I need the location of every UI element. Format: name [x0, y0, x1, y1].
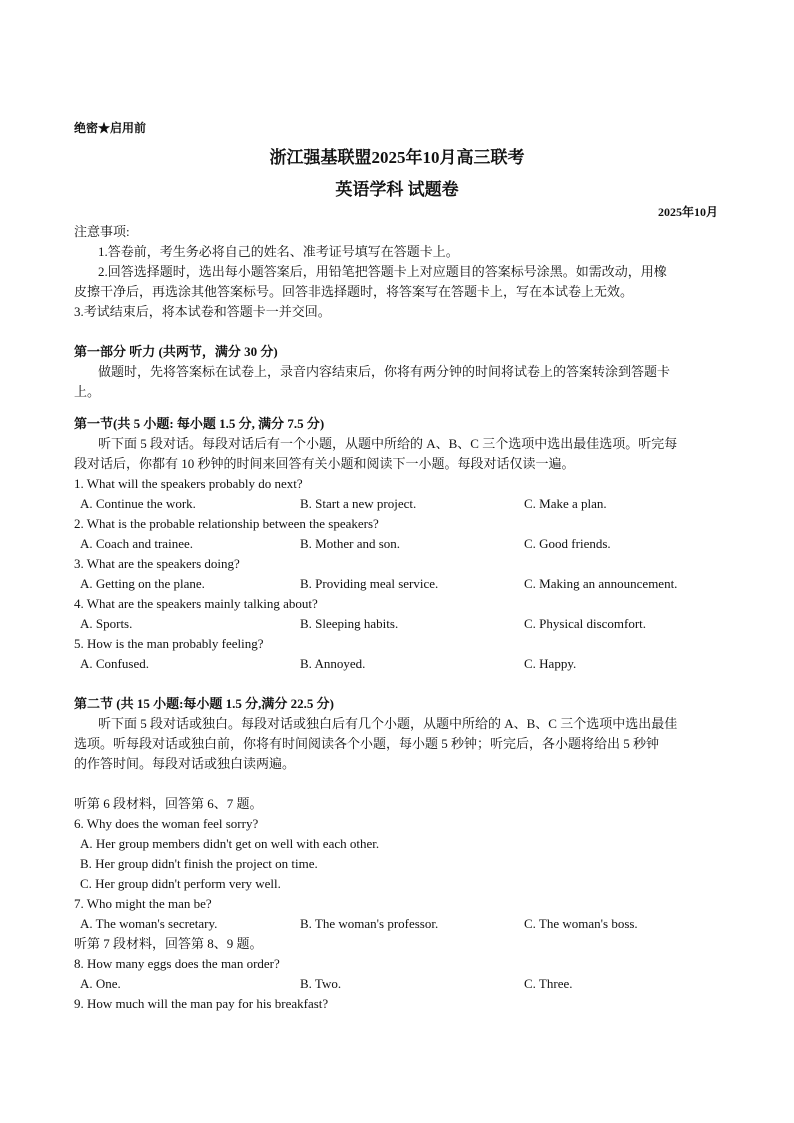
question-text: 3. What are the speakers doing?: [74, 556, 240, 571]
option-c: C. Her group didn't perform very well.: [80, 876, 281, 891]
option-c: C. Making an announcement.: [524, 576, 678, 591]
section1-instruction: 段对话后，你都有 10 秒钟的时间来回答有关小题和阅读下一小题。每段对话仅读一遍。: [74, 456, 575, 471]
option-b: B. The woman's professor.: [300, 916, 439, 931]
option-b: B. Two.: [300, 976, 342, 991]
section2-instruction: 选项。听每段对话或独白前，你将有时间阅读各个小题，每小题 5 秒钟；听完后，各小题将给出 5 秒钟: [74, 736, 660, 751]
exam-subtitle: 英语学科 试题卷: [335, 180, 459, 199]
part1-instruction: 上。: [74, 384, 101, 399]
exam-title: 浙江强基联盟2025年10月高三联考: [269, 148, 525, 167]
section1-instruction: 听下面 5 段对话。每段对话后有一个小题，从题中所给的 A、B、C 三个选项中选出最佳选项。听完每: [98, 436, 678, 451]
question-text: 9. How much will the man pay for his breakfast?: [74, 996, 329, 1011]
question-text: 5. How is the man probably feeling?: [74, 636, 264, 651]
option-c: C. Good friends.: [524, 536, 611, 551]
note-item: 1.答卷前，考生务必将自己的姓名、准考证号填写在答题卡上。: [98, 244, 459, 259]
section2-instruction: 的作答时间。每段对话或独白读两遍。: [74, 756, 296, 771]
exam-date: 2025年10月: [657, 205, 718, 219]
option-b: B. Start a new project.: [300, 496, 417, 511]
option-a: A. Her group members didn't get on well with each other.: [80, 836, 380, 851]
option-b: B. Mother and son.: [300, 536, 401, 551]
part1-heading: 第一部分 听力 (共两节，满分 30 分): [74, 344, 278, 359]
question-text: 4. What are the speakers mainly talking about?: [74, 596, 318, 611]
option-c: C. The woman's boss.: [524, 916, 638, 931]
option-b: B. Providing meal service.: [300, 576, 439, 591]
option-c: C. Three.: [524, 976, 573, 991]
option-c: C. Happy.: [524, 656, 577, 671]
question-text: 6. Why does the woman feel sorry?: [74, 816, 259, 831]
section2-instruction: 听下面 5 段对话或独白。每段对话或独白后有几个小题，从题中所给的 A、B、C 三个选项中选出最佳: [98, 716, 678, 731]
material-label: 听第 7 段材料，回答第 8、9 题。: [74, 936, 263, 951]
option-a: A. Confused.: [80, 656, 149, 671]
option-b: B. Sleeping habits.: [300, 616, 399, 631]
part1-instruction: 做题时，先将答案标在试卷上，录音内容结束后，你将有两分钟的时间将试卷上的答案转涂到答题卡: [98, 364, 671, 379]
section2-heading: 第二节 (共 15 小题:每小题 1.5 分,满分 22.5 分): [74, 696, 334, 711]
option-b: B. Annoyed.: [300, 656, 366, 671]
option-b: B. Her group didn't finish the project on time.: [80, 856, 318, 871]
notes-heading: 注意事项:: [74, 224, 130, 239]
option-a: A. Coach and trainee.: [80, 536, 193, 551]
note-item: 2.回答选择题时，选出每小题答案后，用铅笔把答题卡上对应题目的答案标号涂黑。如需改动，用橡: [98, 264, 667, 279]
question-text: 7. Who might the man be?: [74, 896, 212, 911]
secret-label: 绝密★启用前: [74, 121, 147, 135]
option-a: A. One.: [80, 976, 121, 991]
option-a: A. Continue the work.: [80, 496, 196, 511]
question-text: 1. What will the speakers probably do next?: [74, 476, 303, 491]
note-item: 3.考试结束后，将本试卷和答题卡一并交回。: [74, 304, 331, 319]
option-a: A. The woman's secretary.: [80, 916, 218, 931]
question-text: 2. What is the probable relationship between the speakers?: [74, 516, 379, 531]
question-text: 8. How many eggs does the man order?: [74, 956, 280, 971]
option-c: C. Make a plan.: [524, 496, 607, 511]
section1-heading: 第一节(共 5 小题: 每小题 1.5 分, 满分 7.5 分): [74, 416, 325, 431]
option-a: A. Getting on the plane.: [80, 576, 205, 591]
note-item: 皮擦干净后，再选涂其他答案标号。回答非选择题时，将答案写在答题卡上，写在本试卷上无效。: [74, 284, 634, 299]
option-c: C. Physical discomfort.: [524, 616, 647, 631]
option-a: A. Sports.: [80, 616, 133, 631]
material-label: 听第 6 段材料，回答第 6、7 题。: [74, 796, 263, 811]
